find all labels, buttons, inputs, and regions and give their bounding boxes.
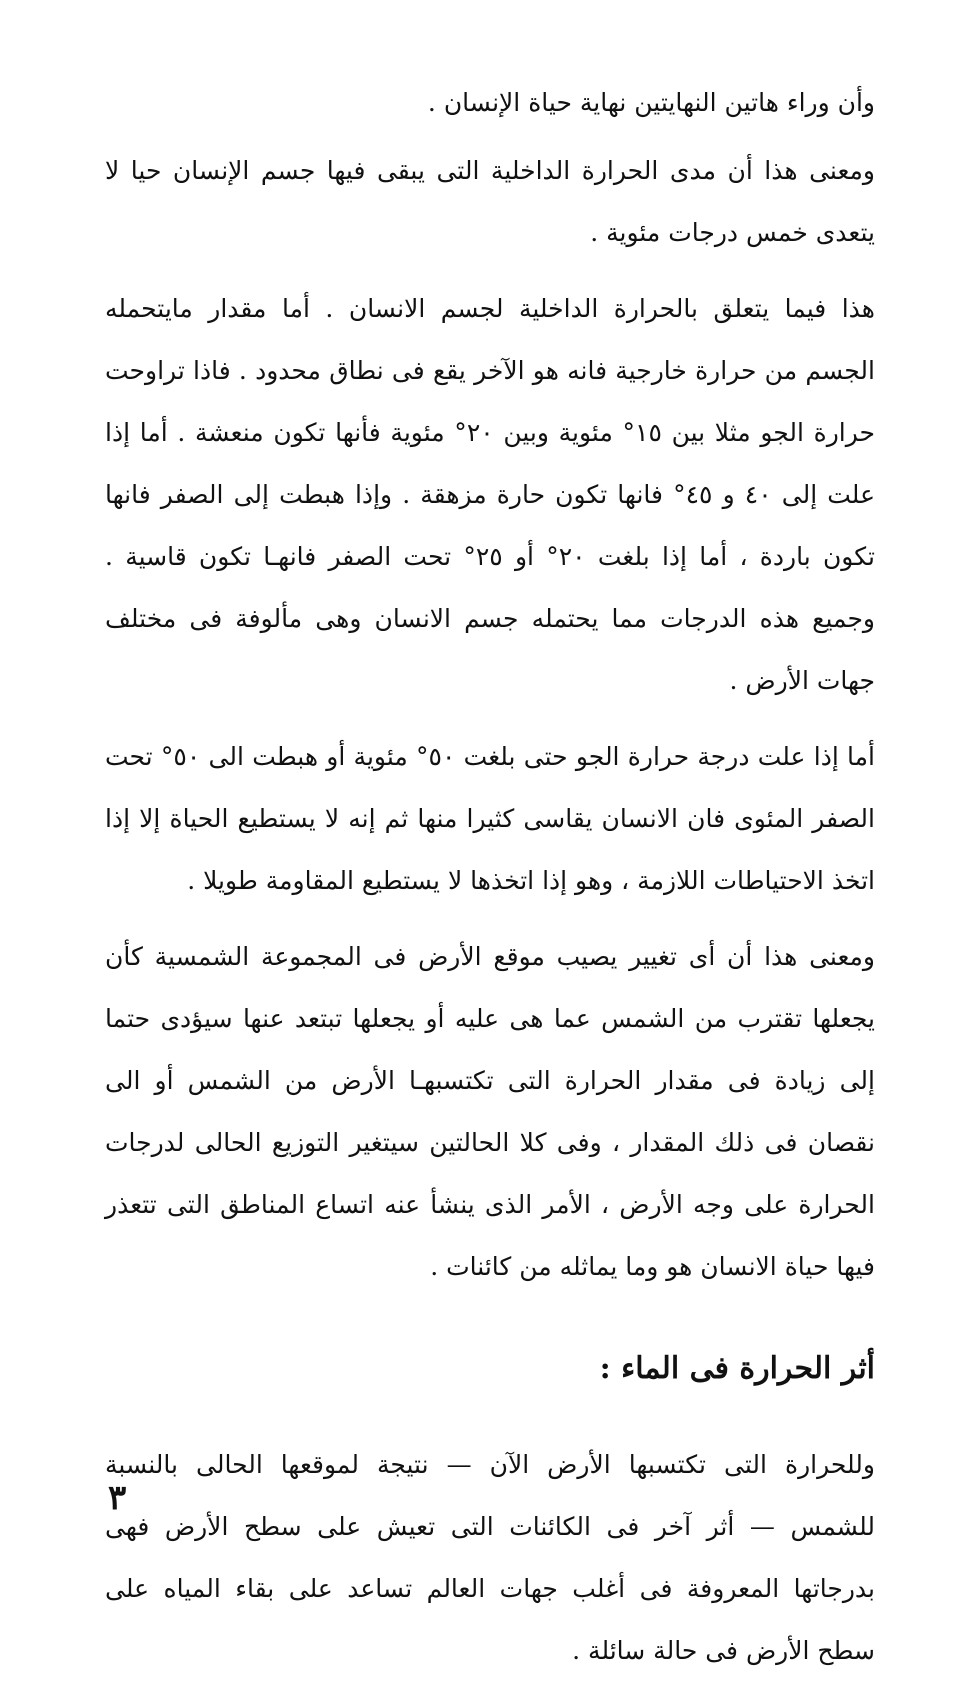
paragraph-6: وللحرارة التى تكتسبها الأرض الآن — نتيجة لموقعها الحالى بالنسبة للشمس — أثر آخر فى الكائنات التى تعيش على سطح الأرض فهى بدرجاتها المعروفة فى أغلب جهات العالم تساعد على بقاء المياه على سطح الأرض فى حالة سائلة . bbox=[105, 1450, 875, 1665]
paragraph-1: وأن وراء هاتين النهايتين نهاية حياة الإنسان . bbox=[427, 88, 875, 117]
paragraph-2: ومعنى هذا أن مدى الحرارة الداخلية التى يبقى فيها جسم الإنسان حيا لا يتعدى خمس درجات مئوية . bbox=[105, 156, 875, 247]
section-heading: أثر الحرارة فى الماء : bbox=[599, 1351, 875, 1386]
paragraph-4: أما إذا علت درجة حرارة الجو حتى بلغت ٥٠° مئوية أو هبطت الى ٥٠° تحت الصفر المئوى فان الانسان يقاسى كثيرا منها ثم إنه لا يستطيع الحياة إلا إذا اتخذ الاحتياطات اللازمة ، وهو إذا اتخذها لا يستطيع المقاومة طويلا . bbox=[105, 742, 875, 895]
page-body bbox=[105, 72, 875, 1682]
paragraph-5: ومعنى هذا أن أى تغيير يصيب موقع الأرض فى المجموعة الشمسية كأن يجعلها تقترب من الشمس عما هى عليه أو يجعلها تبتعد عنها سيؤدى حتما إلى زيادة فى مقدار الحرارة التى تكتسبهـا الأرض من الشمس أو الى نقصان فى ذلك المقدار ، وفى كلا الحالتين سيتغير التوزيع الحالى لدرجات الحرارة على وجه الأرض ، الأمر الذى ينشأ عنه اتساع المناطق التى تتعذر فيها حياة الانسان هو وما يماثله من كائنات . bbox=[105, 942, 875, 1281]
page-number: ٣ bbox=[108, 1478, 127, 1518]
paragraph-3: هذا فيما يتعلق بالحرارة الداخلية لجسم الانسان . أما مقدار مايتحمله الجسم من حرارة خارجية فانه هو الآخر يقع فى نطاق محدود . فاذا تراوحت حرارة الجو مثلا بين ١٥° مئوية وبين ٢٠° مئوية فأنها تكون منعشة . أما إذا علت إلى ٤٠ و ٤٥° فانها تكون حارة مزهقة . وإذا هبطت إلى الصفر فانها تكون باردة ، أما إذا بلغت ٢٠° أو ٢٥° تحت الصفر فانهـا تكون قاسية . وجميع هذه الدرجات مما يحتمله جسم الانسان وهى مألوفة فى مختلف جهات الأرض . bbox=[105, 294, 875, 695]
